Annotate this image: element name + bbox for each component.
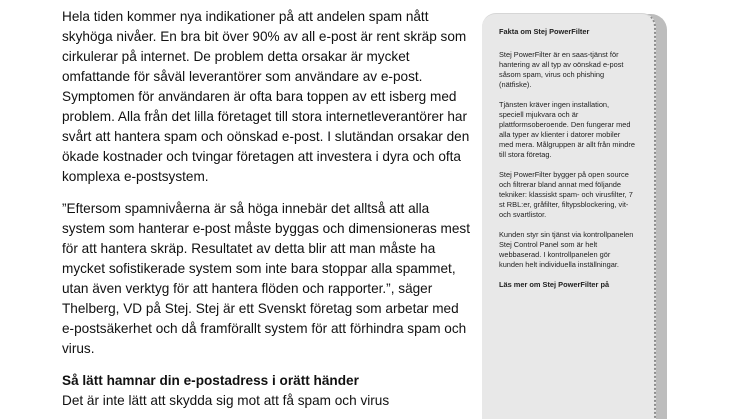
fact-box-paragraph-4: Kunden styr sin tjänst via kontrollpanelen Stej Control Panel som är helt webbaserad. I kontrollpanelen gör kunden helt individuella inställningar.: [499, 230, 634, 269]
fact-box-title: Fakta om Stej PowerFilter: [499, 27, 590, 36]
article-paragraph-3: Det är inte lätt att skydda sig mot att få spam och virus: [62, 393, 390, 408]
fact-box-paragraph-2: Tjänsten kräver ingen installation, speciell mjukvara och är plattformsoberoende. Den fungerar med alla typer av klienter i datorer mobiler med mera. Målgruppen är allt från mindre till stora företag.: [499, 100, 635, 159]
fact-box-content: [499, 27, 635, 300]
article-paragraph-2: ”Eftersom spamnivåerna är så höga innebär det alltså att alla system som hanterar e-post måste byggas och dimensioneras mest för att hantera skräp. Resultatet av detta blir att man måste ha mycket sofistikerade system som inte bara stoppar alla spammet, utan även verktyg för att hantera flöden och rapporter.”, säger Thelberg, VD på Stej. Stej är ett Svenskt företag som arbetar med e-postsäkerhet och då framförallt system för att förhindra spam och virus.: [62, 201, 470, 356]
read-more-text: Läs mer om Stej PowerFilter på: [499, 280, 610, 289]
main-article: [62, 7, 470, 411]
section-heading: Så lätt hamnar din e-postadress i orätt händer: [62, 373, 359, 388]
fact-box-paragraph-3: Stej PowerFilter bygger på open source och filtrerar bland annat med följande tekniker: klassiskt spam- och virusfilter, 7 st RBL:er, gråfilter, filtypsblockering, vit- och svartlistor.: [499, 170, 633, 219]
fact-box: [482, 13, 656, 419]
article-paragraph-1: Hela tiden kommer nya indikationer på att andelen spam nått skyhöga nivåer. En bra bit över 90% av all e-post är rent skräp som cirkulerar på internet. De problem detta orsakar är mycket omfattande för såväl leverantörer som användare av e-post. Symptomen för användaren är ofta bara toppen av ett isberg med problem. Alla från det lilla företaget till stora internetleverantörer har svårt att hantera spam och oönskad e-post. I slutändan orsakar den ökade kostnader och tvingar företagen att investera i dyra och ofta komplexa e-postsystem.: [62, 9, 470, 184]
fact-box-paragraph-1: Stej PowerFilter är en saas-tjänst för hantering av all typ av oönskad e-post såsom spam, virus och phishing (nätfiske).: [499, 50, 624, 89]
